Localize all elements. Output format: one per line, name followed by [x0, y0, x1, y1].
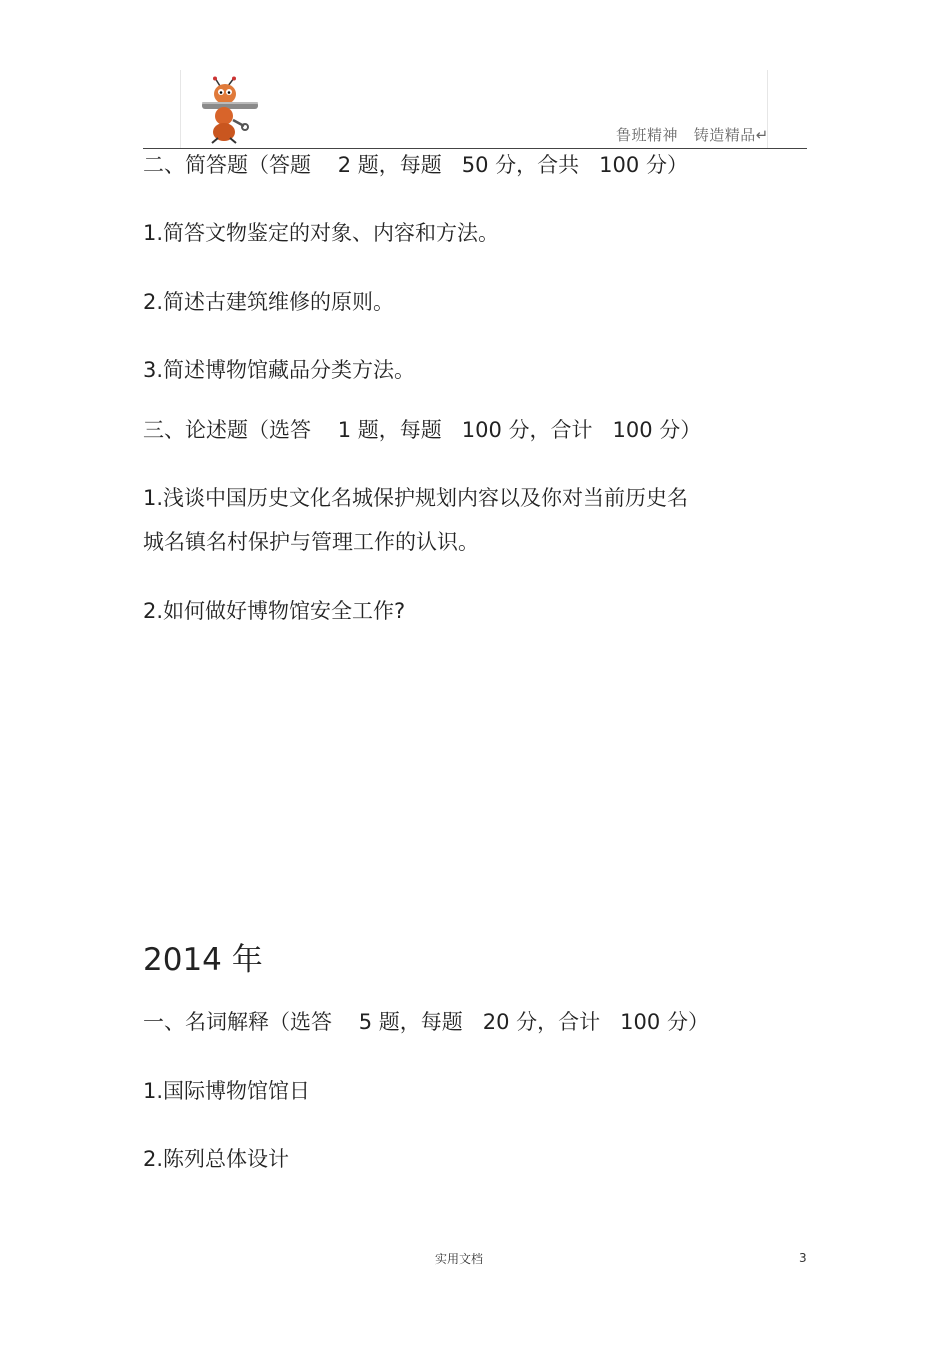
term-item: 2.陈列总体设计 — [143, 1147, 290, 1171]
page-number: 3 — [799, 1251, 807, 1265]
header-motto: 鲁班精神 铸造精品↵ — [616, 126, 769, 144]
question-item: 2.简述古建筑维修的原则。 — [143, 290, 395, 314]
section-3-heading: 三、论述题（选答 1 题，每题 100 分，合计 100 分） — [143, 418, 702, 442]
term-item: 1.国际博物馆馆日 — [143, 1079, 311, 1103]
section-1-heading: 一、名词解释（选答 5 题，每题 20 分，合计 100 分） — [143, 1010, 709, 1034]
question-item: 1.简答文物鉴定的对象、内容和方法。 — [143, 221, 500, 245]
question-item: 2.如何做好博物馆安全工作? — [143, 599, 406, 623]
ant-mascot-logo — [198, 76, 264, 144]
footer-label: 实用文档 — [434, 1252, 483, 1266]
header-divider — [143, 148, 807, 149]
question-item: 3.简述博物馆藏品分类方法。 — [143, 358, 416, 382]
section-2-heading: 二、简答题（答题 2 题，每题 50 分，合共 100 分） — [143, 153, 688, 177]
year-title: 2014 年 — [143, 942, 263, 978]
question-item-continuation: 城名镇名村保护与管理工作的认识。 — [143, 530, 479, 554]
question-item: 1.浅谈中国历史文化名城保护规划内容以及你对当前历史名 — [143, 486, 689, 510]
